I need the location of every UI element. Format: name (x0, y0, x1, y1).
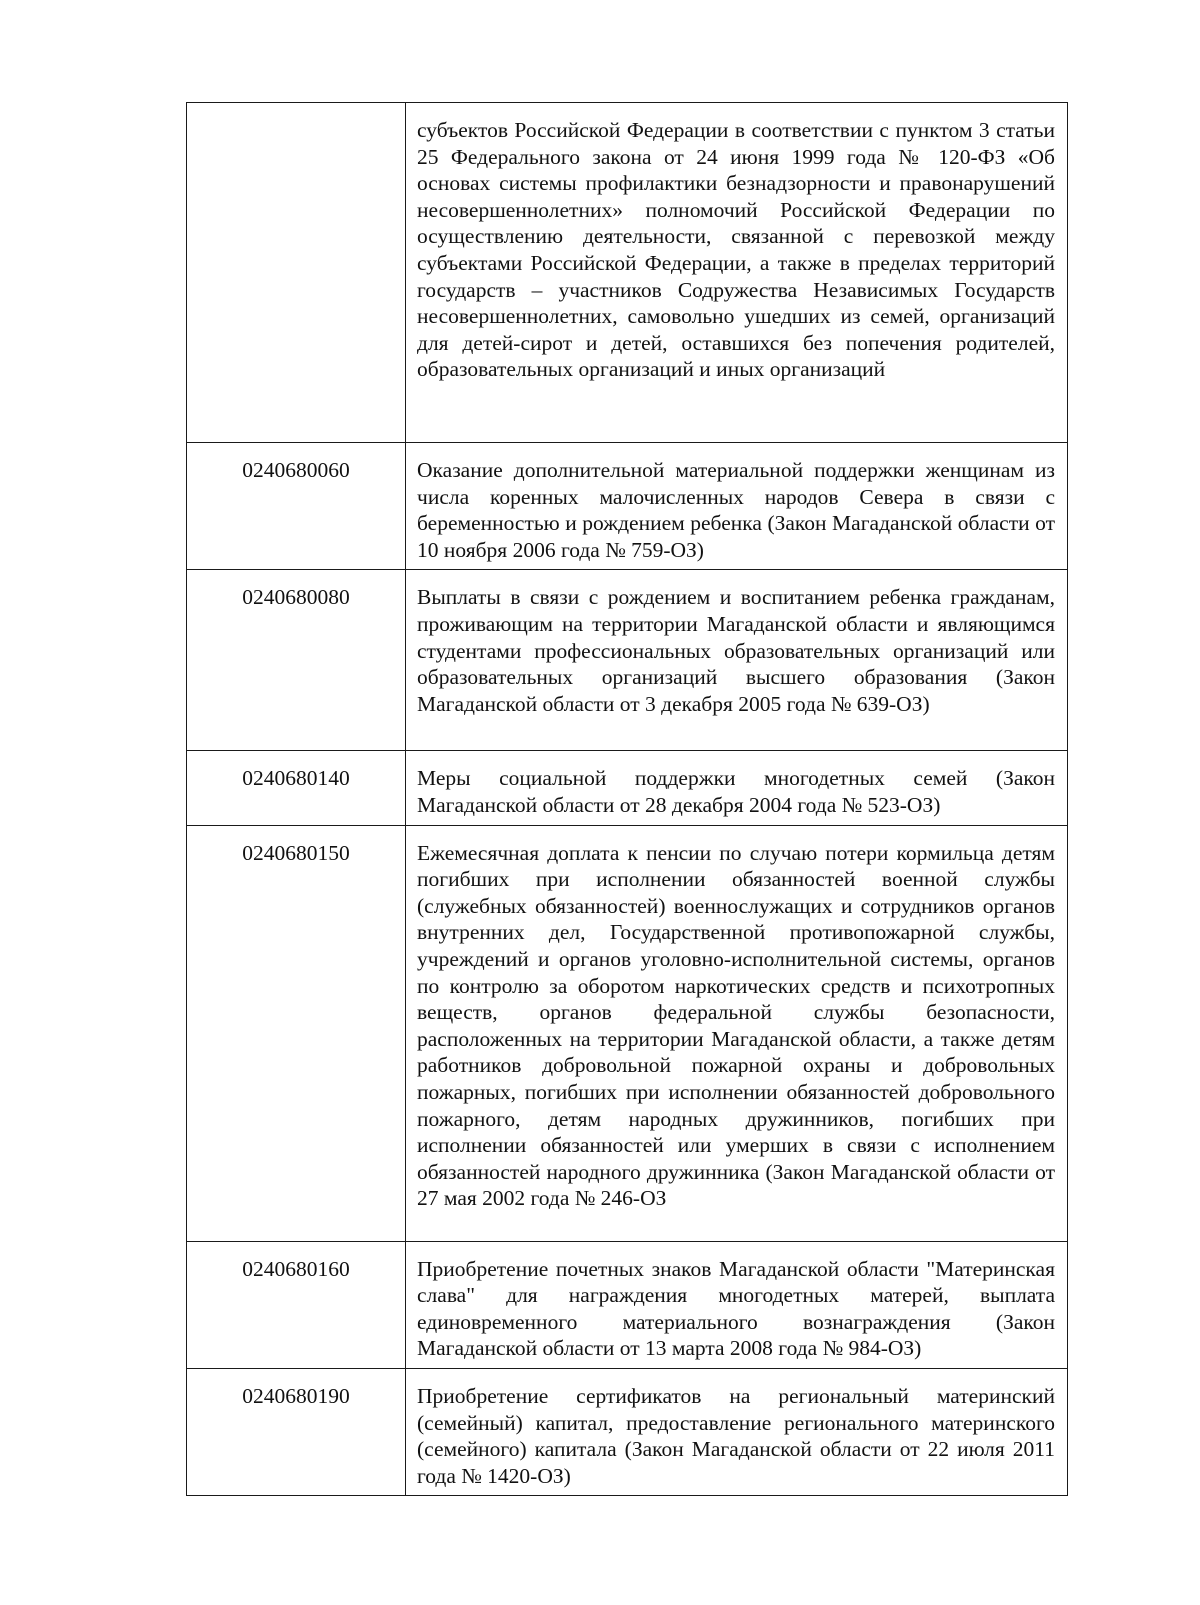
table-row (187, 443, 1068, 570)
budget-code-table (186, 102, 1068, 1496)
row-code-cell: 0240680080 (187, 570, 406, 751)
row-code-cell: 0240680140 (187, 751, 406, 825)
row-description-cell: субъектов Российской Федерации в соответствии с пунктом 3 статьи 25 Федерального закона от 24 июня 1999 года № 120-ФЗ «Об основах системы профилактики безнадзорности и правонарушений несовершеннолетних» полномочий Российской Федерации по осуществлению деятельности, связанной с перевозкой между субъектами Российской Федерации, а также в пределах территорий государств – участников Содружества Независимых Государств несовершеннолетних, самовольно ушедших из семей, организаций для детей-сирот и детей, оставшихся без попечения родителей, образовательных организаций и иных организаций (406, 103, 1068, 443)
table-body (187, 103, 1068, 1496)
row-code-cell: 0240680160 (187, 1241, 406, 1368)
row-description-cell: Меры социальной поддержки многодетных семей (Закон Магаданской области от 28 декабря 2004 года № 523-ОЗ) (406, 751, 1068, 825)
row-code-cell: 0240680060 (187, 443, 406, 570)
table-row (187, 1368, 1068, 1495)
table-row (187, 1241, 1068, 1368)
row-description-cell: Приобретение сертификатов на региональный материнский (семейный) капитал, предоставление регионального материнского (семейного) капитала (Закон Магаданской области от 22 июля 2011 года № 1420-ОЗ) (406, 1368, 1068, 1495)
table-row (187, 570, 1068, 751)
row-code-cell (187, 103, 406, 443)
row-code-cell: 0240680190 (187, 1368, 406, 1495)
row-description-cell: Приобретение почетных знаков Магаданской области "Материнская слава" для награждения многодетных матерей, выплата единовременного материального вознаграждения (Закон Магаданской области от 13 марта 2008 года № 984-ОЗ) (406, 1241, 1068, 1368)
row-code-cell: 0240680150 (187, 825, 406, 1241)
row-description-cell: Ежемесячная доплата к пенсии по случаю потери кормильца детям погибших при исполнении обязанностей военной службы (служебных обязанностей) военнослужащих и сотрудников органов внутренних дел, Государственной противопожарной службы, учреждений и органов уголовно-исполнительной системы, органов по контролю за оборотом наркотических средств и психотропных веществ, органов федеральной службы безопасности, расположенных на территории Магаданской области, а также детям работников добровольной пожарной охраны и добровольных пожарных, погибших при исполнении обязанностей добровольного пожарного, детям народных дружинников, погибших при исполнении обязанностей или умерших в связи с исполнением обязанностей народного дружинника (Закон Магаданской области от 27 мая 2002 года № 246-ОЗ (406, 825, 1068, 1241)
row-description-cell: Выплаты в связи с рождением и воспитанием ребенка гражданам, проживающим на территории Магаданской области и являющимся студентами профессиональных образовательных организаций или образовательных организаций высшего образования (Закон Магаданской области от 3 декабря 2005 года № 639-ОЗ) (406, 570, 1068, 751)
table-row (187, 751, 1068, 825)
table-row (187, 103, 1068, 443)
table-row (187, 825, 1068, 1241)
row-description-cell: Оказание дополнительной материальной поддержки женщинам из числа коренных малочисленных народов Севера в связи с беременностью и рождением ребенка (Закон Магаданской области от 10 ноября 2006 года № 759-ОЗ) (406, 443, 1068, 570)
